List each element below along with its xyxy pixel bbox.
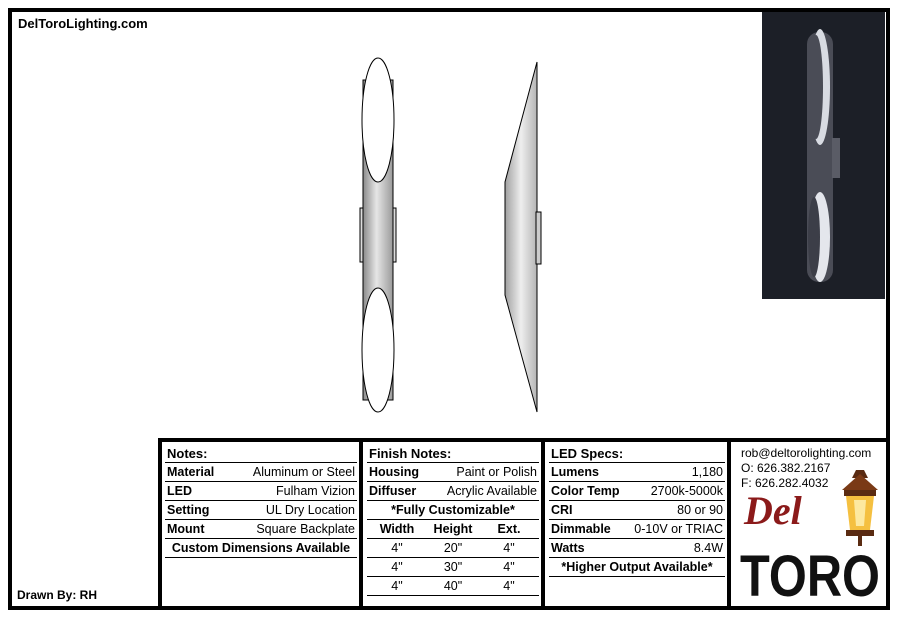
led-row: Color Temp 2700k-5000k [549, 482, 725, 501]
finish-title: Finish Notes: [367, 444, 539, 463]
notes-table [165, 444, 357, 558]
contact-fax: F: 626.282.4032 [741, 476, 829, 490]
dimension-row: 4" 40" 4" [367, 577, 539, 596]
logo-del: Del [744, 488, 802, 533]
notes-title: Notes: [165, 444, 357, 463]
dimension-header: Width Height Ext. [367, 520, 539, 539]
notes-row: Setting UL Dry Location [165, 501, 357, 520]
site-name: DelToroLighting.com [18, 16, 148, 31]
finish-row: Housing Paint or Polish [367, 463, 539, 482]
led-row: CRI 80 or 90 [549, 501, 725, 520]
fixture-drawing [340, 55, 560, 415]
finish-row: Diffuser Acrylic Available [367, 482, 539, 501]
higher-output-note: *Higher Output Available* [549, 558, 725, 577]
divider [359, 438, 363, 606]
custom-dimensions-note: Custom Dimensions Available [165, 539, 357, 558]
customizable-note: *Fully Customizable* [367, 501, 539, 520]
lantern-icon [842, 470, 878, 546]
notes-row: Mount Square Backplate [165, 520, 357, 539]
side-view [505, 62, 541, 412]
finish-table [367, 444, 539, 596]
divider [158, 438, 162, 606]
divider [541, 438, 545, 606]
table-top-border [158, 438, 886, 442]
front-view [360, 58, 396, 412]
notes-row: Material Aluminum or Steel [165, 463, 357, 482]
led-row: Watts 8.4W [549, 539, 725, 558]
divider [727, 438, 731, 606]
led-row: Dimmable 0-10V or TRIAC [549, 520, 725, 539]
deltoro-logo [738, 468, 884, 609]
led-specs-table [549, 444, 725, 577]
dimension-row: 4" 20" 4" [367, 539, 539, 558]
contact-office: O: 626.382.2167 [741, 461, 831, 475]
led-row: Lumens 1,180 [549, 463, 725, 482]
notes-row: LED Fulham Vizion [165, 482, 357, 501]
logo-toro: TORO [740, 544, 880, 609]
product-photo [762, 12, 885, 299]
contact-email: rob@deltorolighting.com [741, 446, 872, 460]
drawn-by: Drawn By: RH [17, 588, 98, 602]
led-title: LED Specs: [549, 444, 725, 463]
dimension-row: 4" 30" 4" [367, 558, 539, 577]
